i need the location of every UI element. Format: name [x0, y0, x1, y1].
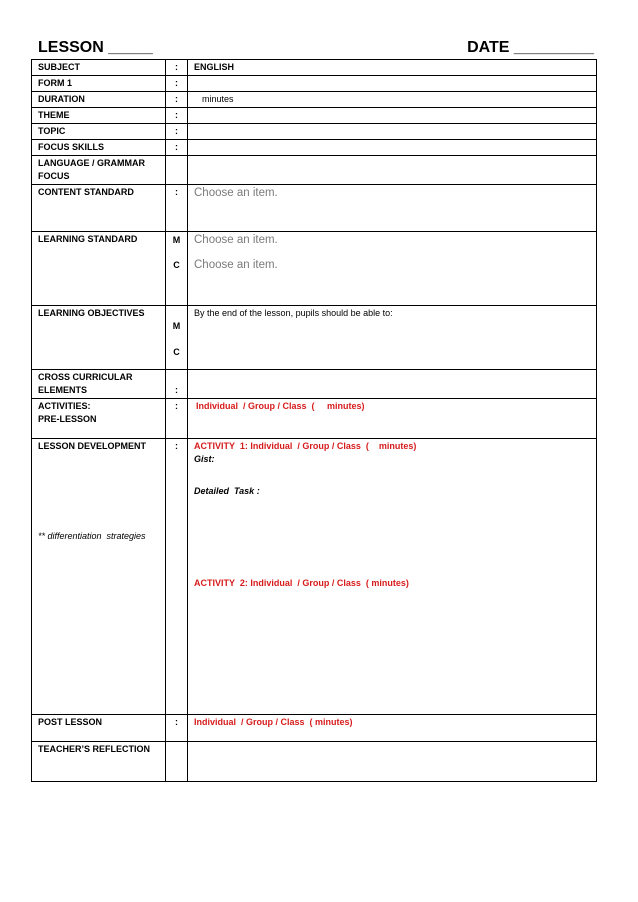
lesson-plan-table	[31, 59, 597, 782]
colon: :	[166, 715, 188, 742]
label-language-focus: LANGUAGE / GRAMMAR FOCUS	[32, 156, 166, 185]
differentiation-note: ** differentiation strategies	[38, 531, 146, 541]
value-focus-skills[interactable]	[188, 140, 597, 156]
value-cross-curricular[interactable]	[188, 370, 597, 399]
date-field: DATE _________	[467, 39, 594, 56]
value-teacher-reflection[interactable]	[188, 742, 597, 782]
learning-objectives-markers	[166, 306, 188, 370]
value-duration[interactable]: minutes	[188, 92, 597, 108]
row-subject	[32, 60, 597, 76]
marker-c: C	[173, 347, 180, 357]
marker-m: M	[172, 321, 181, 331]
value-theme[interactable]	[188, 108, 597, 124]
label-pre-lesson: ACTIVITIES: PRE-LESSON	[32, 399, 166, 439]
value-language-focus[interactable]	[188, 156, 597, 185]
label-lesson-development: LESSON DEVELOPMENT ** differentiation strategies	[32, 439, 166, 715]
row-lesson-development	[32, 439, 597, 715]
row-topic	[32, 124, 597, 140]
colon: :	[166, 76, 188, 92]
colon: :	[166, 108, 188, 124]
label-learning-objectives: LEARNING OBJECTIVES	[32, 306, 166, 370]
row-focus-skills	[32, 140, 597, 156]
colon: :	[166, 399, 188, 439]
label-duration: DURATION	[32, 92, 166, 108]
marker-m: M	[172, 235, 181, 245]
detailed-task-label: Detailed Task :	[194, 486, 260, 496]
marker-c: C	[173, 260, 180, 270]
label-cross-curricular: CROSS CURRICULAR ELEMENTS	[32, 370, 166, 399]
content-standard-placeholder[interactable]: Choose an item.	[194, 187, 278, 199]
label-theme: THEME	[32, 108, 166, 124]
row-language-focus	[32, 156, 597, 185]
row-theme	[32, 108, 597, 124]
value-form[interactable]	[188, 76, 597, 92]
colon: :	[166, 92, 188, 108]
learning-standard-c-dropdown[interactable]: Choose an item.	[194, 259, 278, 271]
learning-standard-dropdowns[interactable]	[188, 232, 597, 306]
colon: :	[166, 185, 188, 232]
activity-1-heading: ACTIVITY 1: Individual / Group / Class ( minutes)	[194, 441, 417, 451]
gist-label: Gist:	[194, 454, 215, 464]
colon-empty	[166, 156, 188, 185]
lesson-development-content[interactable]	[188, 439, 597, 715]
colon: :	[166, 60, 188, 76]
row-learning-standard	[32, 232, 597, 306]
content-standard-dropdown[interactable]	[188, 185, 597, 232]
activity-2-heading: ACTIVITY 2: Individual / Group / Class ( minutes)	[194, 578, 409, 588]
label-topic: TOPIC	[32, 124, 166, 140]
colon: :	[166, 140, 188, 156]
value-subject[interactable]: ENGLISH	[188, 60, 597, 76]
colon: :	[166, 370, 188, 399]
row-form	[32, 76, 597, 92]
row-cross-curricular	[32, 370, 597, 399]
label-form: FORM 1	[32, 76, 166, 92]
pre-lesson-text[interactable]: Individual / Group / Class ( minutes)	[188, 399, 597, 439]
row-duration	[32, 92, 597, 108]
label-focus-skills: FOCUS SKILLS	[32, 140, 166, 156]
row-learning-objectives	[32, 306, 597, 370]
label-learning-standard: LEARNING STANDARD	[32, 232, 166, 306]
row-post-lesson	[32, 715, 597, 742]
learning-standard-markers	[166, 232, 188, 306]
label-subject: SUBJECT	[32, 60, 166, 76]
learning-standard-m-dropdown[interactable]: Choose an item.	[194, 234, 278, 246]
colon-empty	[166, 742, 188, 782]
label-teacher-reflection: TEACHER’S REFLECTION	[32, 742, 166, 782]
colon: :	[166, 124, 188, 140]
row-pre-lesson	[32, 399, 597, 439]
post-lesson-text[interactable]: Individual / Group / Class ( minutes)	[188, 715, 597, 742]
page-header	[38, 38, 594, 58]
row-teacher-reflection	[32, 742, 597, 782]
label-content-standard: CONTENT STANDARD	[32, 185, 166, 232]
row-content-standard	[32, 185, 597, 232]
colon: :	[166, 439, 188, 715]
lesson-title: LESSON _____	[38, 39, 153, 56]
value-topic[interactable]	[188, 124, 597, 140]
label-post-lesson: POST LESSON	[32, 715, 166, 742]
learning-objectives-text[interactable]: By the end of the lesson, pupils should be able to:	[188, 306, 597, 370]
